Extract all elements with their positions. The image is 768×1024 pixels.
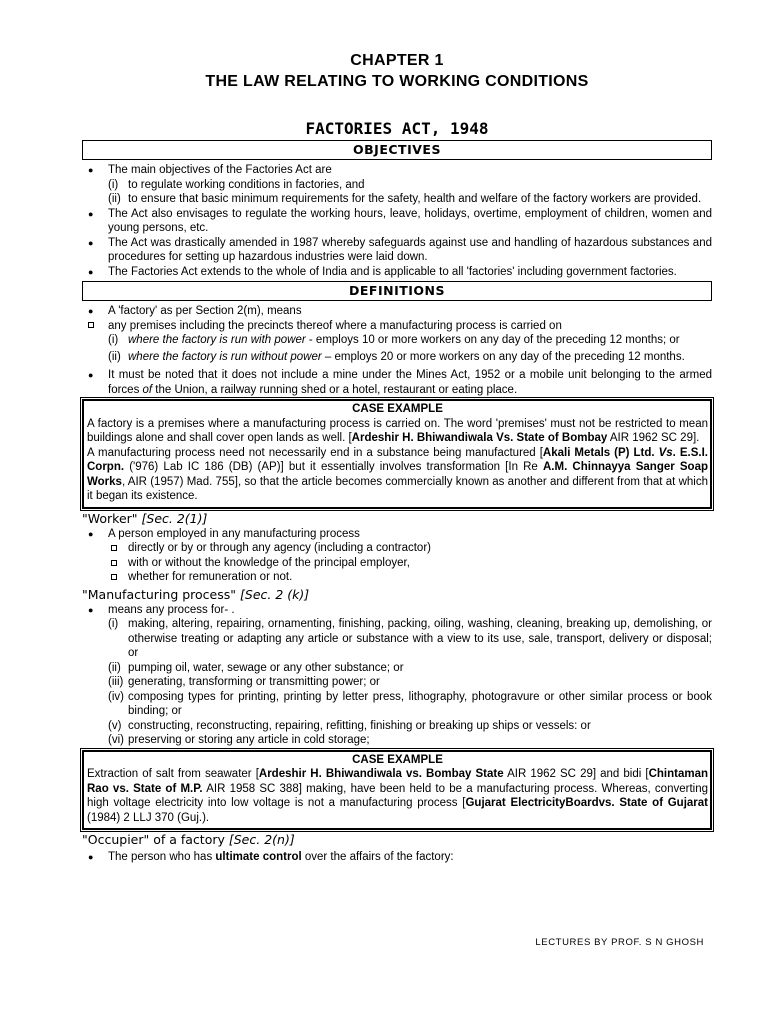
occupier-heading: "Occupier" of a factory [Sec. 2(n)] [82, 832, 295, 847]
bullet-icon: ● [88, 604, 94, 615]
list-item: whether for remuneration or not. [82, 570, 712, 585]
list-item: (v) constructing, reconstructing, repairing, refitting, finishing or breaking up ships or vessels: or [108, 719, 591, 732]
square-bullet-icon [111, 574, 117, 580]
case-example-heading: CASE EXAMPLE [352, 753, 443, 766]
list-item: ● It must be noted that it does not include a mine under the Mines Act, 1952 or a mobile unit belonging to the armed forces of the Union, a railway running shed or a hotel, restaurant or eating place. [88, 369, 712, 396]
list-item: any premises including the precincts thereof where a manufacturing process is carried on [82, 319, 712, 334]
list-item: directly or by or through any agency (including a contractor) [82, 541, 712, 556]
objectives-list [82, 163, 712, 279]
square-bullet-icon [111, 560, 117, 566]
list-item: ● A 'factory' as per Section 2(m), means [88, 305, 302, 317]
list-item: (i) making, altering, repairing, ornamenting, finishing, packing, oiling, washing, cleaning, breaking up, demolishing, or otherwise treating or adapting any article or substance with a view to its use, sale, transport, delivery or disposal; or [108, 618, 712, 659]
manufacturing-heading: "Manufacturing process" [Sec. 2 (k)] [82, 586, 310, 602]
case-paragraph: A manufacturing process need not necessarily end in a substance being manufactured [Akali Metals (P) Ltd. Vs. E.S.I. Corpn. ('976) Lab IC 186 (DB) (AP)] but it essentially involves transformation [In Re A.M. Chinnayya Sanger Soap Works, AIR (1957) Mad. 755], so that the article becomes commercially known as another and different from that at which it began its existence. [87, 446, 708, 502]
list-item: ● The person who has ultimate control over the affairs of the factory: [88, 851, 454, 863]
act-title: FACTORIES ACT, 1948 [305, 119, 489, 138]
manufacturing-list [82, 603, 712, 748]
case-paragraph: A factory is a premises where a manufacturing process is carried on. The word 'premises' must not be restricted to mean buildings alone and shall cover open lands as well. [Ardeshir H. Bhiwandiwala Vs. State of Bombay AIR 1962 SC 29]. [87, 417, 708, 444]
list-item: (i) to regulate working conditions in factories, and [108, 178, 365, 191]
list-item: ● The Act also envisages to regulate the working hours, leave, holidays, overtime, employment of children, women and young persons, etc. [88, 207, 712, 234]
bullet-icon: ● [88, 208, 94, 219]
objectives-heading: OBJECTIVES [82, 140, 712, 160]
bullet-icon: ● [88, 306, 94, 316]
document-page [82, 50, 712, 865]
list-item: (ii) to ensure that basic minimum requirements for the safety, health and welfare of the factory workers are provided. [108, 193, 702, 205]
bullet-icon: ● [88, 370, 94, 380]
list-item: ● The Factories Act extends to the whole of India and is applicable to all 'factories' including government factories. [88, 265, 677, 278]
list-item: (ii) pumping oil, water, sewage or any other substance; or [108, 661, 404, 674]
case-example-heading: CASE EXAMPLE [352, 403, 443, 415]
list-item: ● The main objectives of the Factories Act are [88, 164, 332, 176]
case-paragraph: Extraction of salt from seawater [Ardeshir H. Bhiwandiwala vs. Bombay State AIR 1962 SC 29] and bidi [Chintaman Rao vs. State of M.P. AIR 1958 SC 388] making, have been held to be a manufacturing process. Whereas, converting high voltage electricity into low voltage is not a manufacturing process [Gujarat ElectricityBoardvs. State of Gujarat (1984) 2 LLJ 370 (Guj.). [87, 768, 709, 824]
page-footer: LECTURES BY PROF. S N GHOSH [535, 937, 704, 948]
bullet-icon: ● [88, 528, 94, 539]
bullet-icon: ● [88, 165, 94, 175]
list-item: (iv) composing types for printing, printing by letter press, lithography, photogravure or other similar process or book binding; or [108, 690, 712, 717]
list-item: (ii) where the factory is run without power – employs 20 or more workers on any day of the preceding 12 months. [108, 350, 685, 363]
case-example-box [82, 399, 712, 509]
chapter-number: CHAPTER 1 [350, 52, 444, 69]
list-item: with or without the knowledge of the principal employer, [82, 556, 712, 571]
case-example-box [82, 750, 712, 831]
square-bullet-icon [88, 322, 94, 328]
worker-heading: "Worker" [Sec. 2(1)] [82, 510, 208, 526]
list-item: (i) where the factory is run with power - employs 10 or more workers on any day of the preceding 12 months; or [108, 334, 680, 346]
list-item: (vi) preserving or storing any article in cold storage; [108, 734, 370, 746]
definitions-list [82, 304, 712, 397]
chapter-title: THE LAW RELATING TO WORKING CONDITIONS [205, 73, 589, 90]
list-item: (iii) generating, transforming or transmitting power; or [108, 676, 380, 688]
bullet-icon: ● [88, 237, 94, 248]
worker-list [82, 527, 712, 585]
definitions-heading: DEFINITIONS [82, 281, 712, 301]
bullet-icon: ● [88, 852, 94, 862]
list-item: ● means any process for- . [88, 603, 235, 616]
square-bullet-icon [111, 545, 117, 551]
list-item: ● A person employed in any manufacturing process [88, 527, 360, 540]
list-item: ● The Act was drastically amended in 1987 whereby safeguards against use and handling of hazardous substances and procedures for setting up hazardous industries were laid down. [88, 236, 712, 263]
bullet-icon: ● [88, 266, 94, 277]
